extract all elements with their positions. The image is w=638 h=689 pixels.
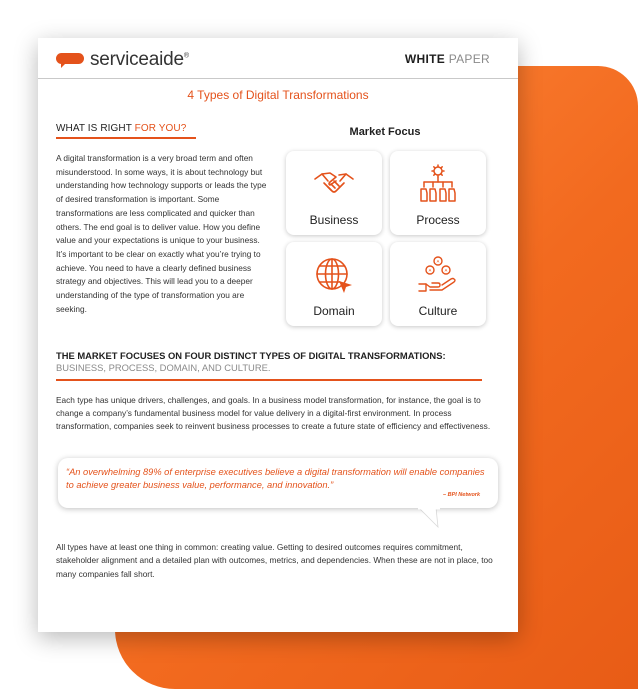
- process-gear-icon: [416, 163, 460, 207]
- quote-bubble: [58, 458, 498, 508]
- svg-text:A: A: [444, 267, 448, 273]
- page-header: [38, 38, 518, 79]
- quote-text: “An overwhelming 89% of enterprise executives believe a digital transformation will enable companies to achieve greater business value, performance, and innovation.”: [66, 467, 485, 490]
- section-rule: [56, 137, 196, 139]
- value-paragraph: All types have at least one thing in common: creating value. Getting to desired outcomes requires commitment, stakeholder alignment and a detailed plan with outcomes, metrics, and dependencies. When these are not in place, too many companies fall short.: [56, 542, 493, 579]
- document-title: 4 Types of Digital Transformations: [187, 88, 369, 102]
- card-label: Business: [309, 213, 359, 227]
- brand-name: serviceaide®: [90, 49, 189, 70]
- speech-bubble-logo-icon: [56, 53, 84, 68]
- document-type-label: WHITE PAPER: [404, 52, 490, 66]
- white-paper-page: [38, 38, 518, 632]
- card-label: Domain: [313, 304, 355, 318]
- section-rule: [56, 379, 482, 381]
- market-focus-card-process: [390, 151, 486, 235]
- hand-people-icon: [416, 254, 460, 298]
- section-heading-market-focuses: THE MARKET FOCUSES ON FOUR DISTINCT TYPES OF DIGITAL TRANSFORMATIONS: BUSINESS, PROCESS, DOMAIN, AND CULTURE.: [56, 350, 446, 373]
- svg-text:A: A: [436, 258, 440, 264]
- globe-cursor-icon: [312, 254, 356, 298]
- market-focus-card-culture: [390, 242, 486, 326]
- market-focus-card-business: [286, 151, 382, 235]
- intro-paragraph: A digital transformation is a very broad term and often misunderstood. In some ways, it is about technology but understanding how technology supports or leads the type of desired transformation is important. Some transformations are less complicated and quicker than others. The end goal is to deliver value. How you define value and your expectations is unique to your business. It’s important to be clear on exactly what you’re trying to achieve. You need to have a clearly defined business strategy and objectives. This will lead you to a deeper understanding of the type of transformation you are seeking.: [56, 153, 267, 314]
- handshake-icon: [312, 163, 356, 207]
- svg-text:A: A: [428, 267, 432, 273]
- brand-logo: [56, 49, 189, 71]
- market-focus-card-domain: [286, 242, 382, 326]
- drivers-paragraph: Each type has unique drivers, challenges, and goals. In a business model transformation, for instance, the goal is to change a company’s fundamental business model for value delivery in a digital-first environment. In process transformation, companies seek to reinvent business processes to create a future state of efficiency and effectiveness.: [56, 395, 491, 431]
- quote-bubble-tail: [418, 508, 440, 528]
- section-heading-what-is-right: WHAT IS RIGHT FOR YOU?: [56, 123, 187, 134]
- card-label: Culture: [418, 304, 458, 318]
- quote-source: – BPI Network: [443, 492, 480, 498]
- card-label: Process: [416, 213, 460, 227]
- market-focus-title: Market Focus: [349, 126, 421, 138]
